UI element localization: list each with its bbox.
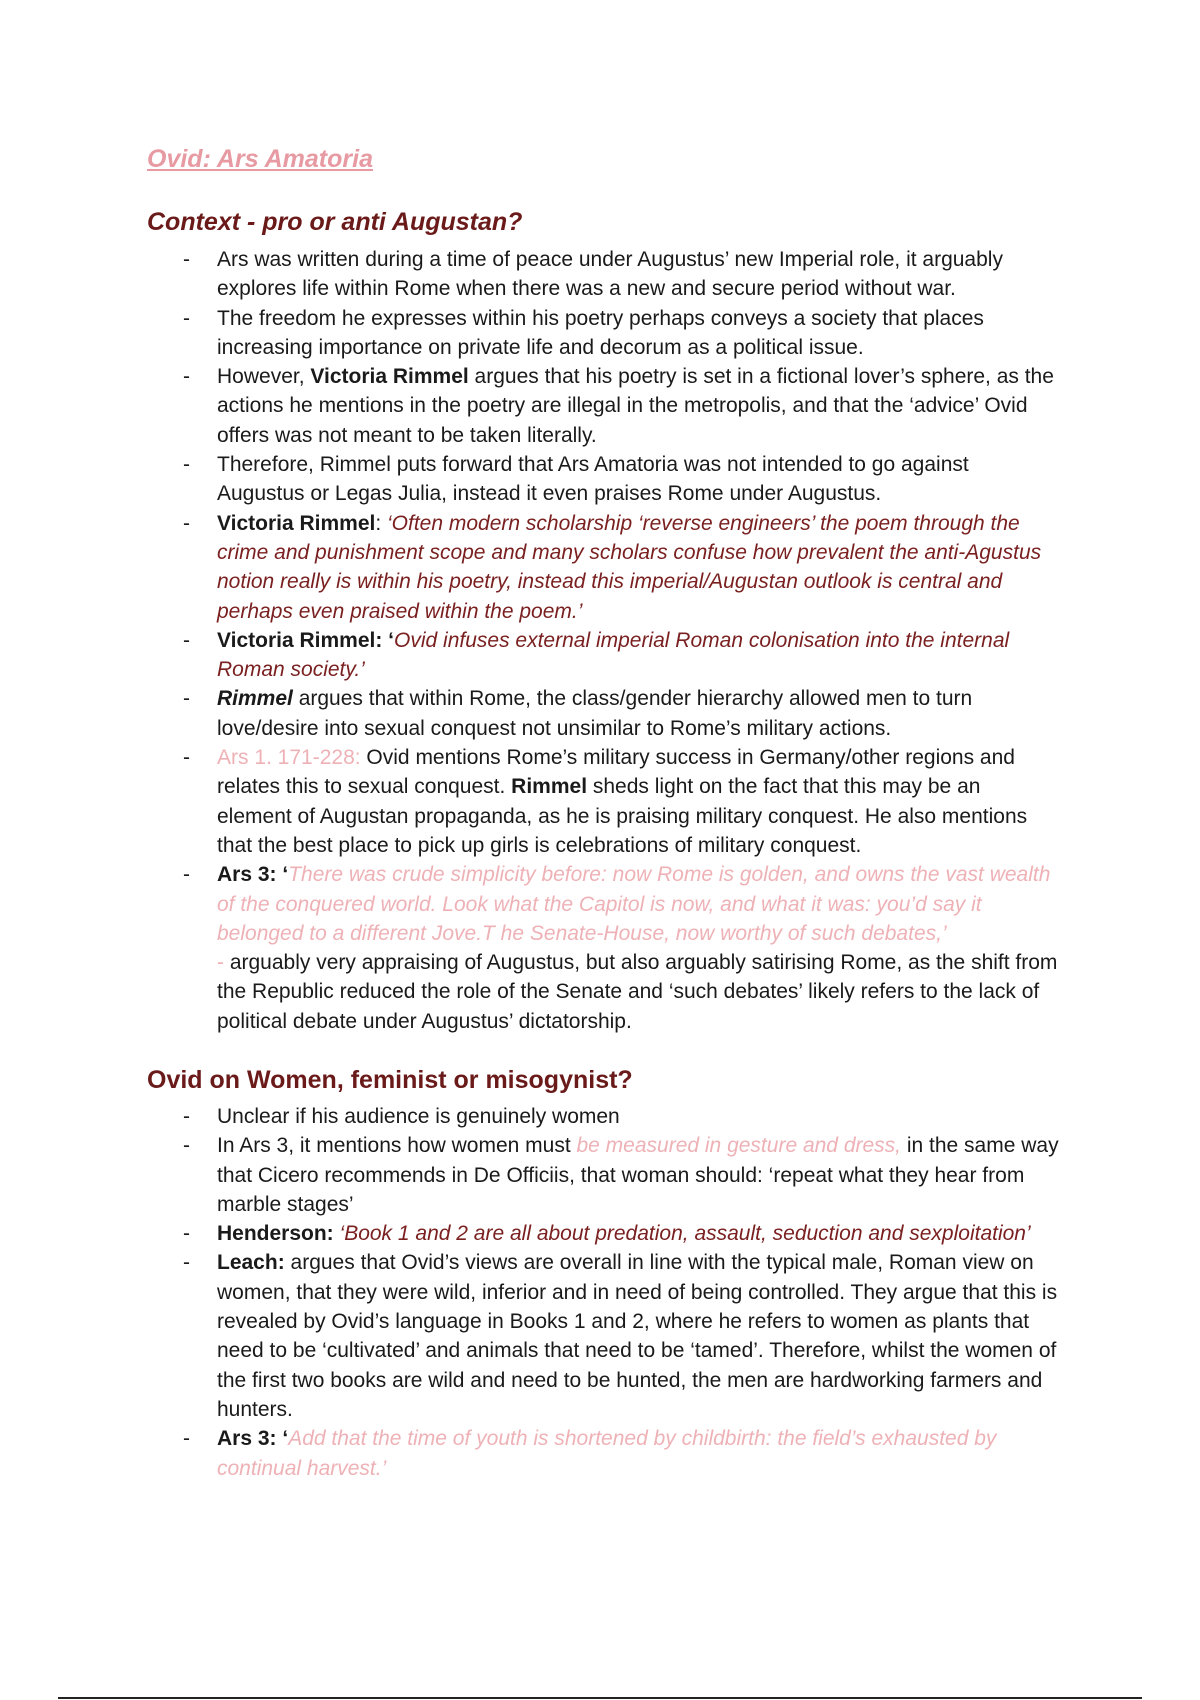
list-item: [0, 684, 1200, 743]
bullet-dash: -: [183, 1427, 190, 1451]
list-item: [0, 1424, 1200, 1483]
list-item: [0, 245, 1200, 304]
bottom-divider: [58, 1697, 1142, 1699]
document-title: Ovid: Ars Amatoria: [147, 145, 373, 173]
text-reference-label: Ars 3: ‘: [217, 863, 289, 887]
list-item: [0, 450, 1200, 509]
list-item: [0, 626, 1200, 685]
bullet-text: Ovid mentions Rome’s military success in Germany/other regions and relates this to sexual conquest.: [217, 746, 1015, 799]
bullet-text: sheds light on the fact that this may be an element of Augustan propaganda, as he is praising military conquest. He also mentions that the best place to pick up girls is celebrations of military conquest.: [217, 775, 1028, 857]
context-bullet-list: [0, 245, 1200, 1036]
scholar-quote: ‘Book 1 and 2 are all about predation, assault, seduction and sexploitation’: [333, 1222, 1031, 1246]
list-item: [0, 1248, 1200, 1424]
scholar-name: Victoria Rimmel: [310, 365, 469, 389]
bullet-text: The freedom he expresses within his poetry perhaps conveys a society that places increasing importance on private life and decorum as a political issue.: [217, 306, 984, 359]
scholar-name: Leach:: [217, 1251, 285, 1275]
text-quote: Add that the time of youth is shortened by childbirth: the field’s exhausted by continual harvest.’: [217, 1427, 997, 1480]
text-quote: be measured in gesture and dress,: [576, 1134, 902, 1158]
scholar-name: Rimmel: [217, 687, 293, 711]
bullet-dash: -: [183, 687, 190, 711]
separator: :: [375, 511, 388, 535]
women-bullet-list: [0, 1102, 1200, 1483]
scholar-quote: Ovid infuses external imperial Roman colonisation into the internal Roman society.’: [217, 628, 1010, 682]
text-reference: Ars 1. 171-228:: [217, 746, 361, 770]
bullet-text: argues that within Rome, the class/gender hierarchy allowed men to turn love/desire into sexual conquest not unsimilar to Rome’s military actions.: [217, 687, 973, 740]
scholar-name: Henderson:: [217, 1222, 334, 1246]
bullet-dash: -: [183, 306, 190, 330]
bullet-text: in the same way that Cicero recommends in De Officiis, that woman should: ‘repeat what they hear from marble stages’: [217, 1134, 1059, 1216]
section-heading-context: Context - pro or anti Augustan?: [147, 208, 523, 236]
bullet-text: argues that Ovid’s views are overall in line with the typical male, Roman view on women, that they were wild, inferior and in need of being controlled. They argue that this is revealed by Ovid’s language in Books 1 and 2, where he refers to women as plants that need to be ‘cultivated’ and animals that need to be ‘tamed’. Therefore, whilst the women of the first two books are wild and need to be hunted, the men are hardworking farmers and hunters.: [217, 1251, 1058, 1421]
list-item: [0, 743, 1200, 860]
bullet-text: argues that his poetry is set in a fictional lover’s sphere, as the actions he mentions in the poetry are illegal in the metropolis, and that the ‘advice’ Ovid offers was not meant to be taken literally.: [217, 365, 1054, 447]
bullet-dash: -: [183, 365, 190, 389]
text-quote: There was crude simplicity before: now Rome is golden, and owns the vast wealth of the conquered world. Look what the Capitol is now, and what it was: you’d say it belonged to a different Jove.T he Senate-House, now worthy of such debates,’: [217, 863, 1051, 945]
bullet-dash: -: [183, 628, 190, 652]
bullet-text: arguably very appraising of Augustus, but also arguably satirising Rome, as the shift from the Republic reduced the role of the Senate and ‘such debates’ likely refers to the lack of political debate under Augustus’ dictatorship.: [217, 951, 1058, 1033]
list-item: [0, 509, 1200, 626]
bullet-dash: -: [183, 248, 190, 271]
list-item: [0, 1131, 1200, 1219]
scholar-name: Rimmel: [511, 775, 588, 799]
text-reference-label: Ars 3: ‘: [217, 1427, 289, 1451]
list-item: [0, 362, 1200, 450]
scholar-name: Victoria Rimmel: [217, 511, 376, 535]
bullet-dash: -: [183, 1251, 190, 1275]
bullet-dash: -: [183, 746, 190, 770]
list-item: [0, 1102, 1200, 1131]
section-heading-women: Ovid on Women, feminist or misogynist?: [147, 1066, 633, 1094]
list-item: [0, 304, 1200, 363]
bullet-text: Therefore, Rimmel puts forward that Ars Amatoria was not intended to go against Augustus or Legas Julia, instead it even praises Rome under Augustus.: [217, 453, 969, 506]
bullet-dash: -: [183, 511, 190, 535]
bullet-dash: -: [183, 1222, 190, 1246]
bullet-dash: -: [183, 453, 190, 477]
scholar-quote: ‘Often modern scholarship ‘reverse engineers’ the poem through the crime and punishment scope and many scholars confuse how prevalent the anti-Agustus notion really is within his poetry, instead this imperial/Augustan outlook is central and perhaps even praised within the poem.’: [217, 511, 1042, 623]
bullet-text: Unclear if his audience is genuinely women: [217, 1105, 620, 1128]
bullet-dash: -: [183, 863, 190, 887]
list-item: [0, 1219, 1200, 1248]
list-item: [0, 860, 1200, 1036]
bullet-text: Ars was written during a time of peace under Augustus’ new Imperial role, it arguably explores life within Rome when there was a new and secure period without war.: [217, 248, 1003, 301]
bullet-dash: -: [183, 1105, 190, 1128]
inline-dash: -: [217, 951, 230, 975]
bullet-dash: -: [183, 1134, 190, 1158]
bullet-text: In Ars 3, it mentions how women must: [217, 1134, 577, 1158]
scholar-name: Victoria Rimmel: ‘: [217, 628, 395, 652]
bullet-text: However,: [217, 365, 311, 389]
